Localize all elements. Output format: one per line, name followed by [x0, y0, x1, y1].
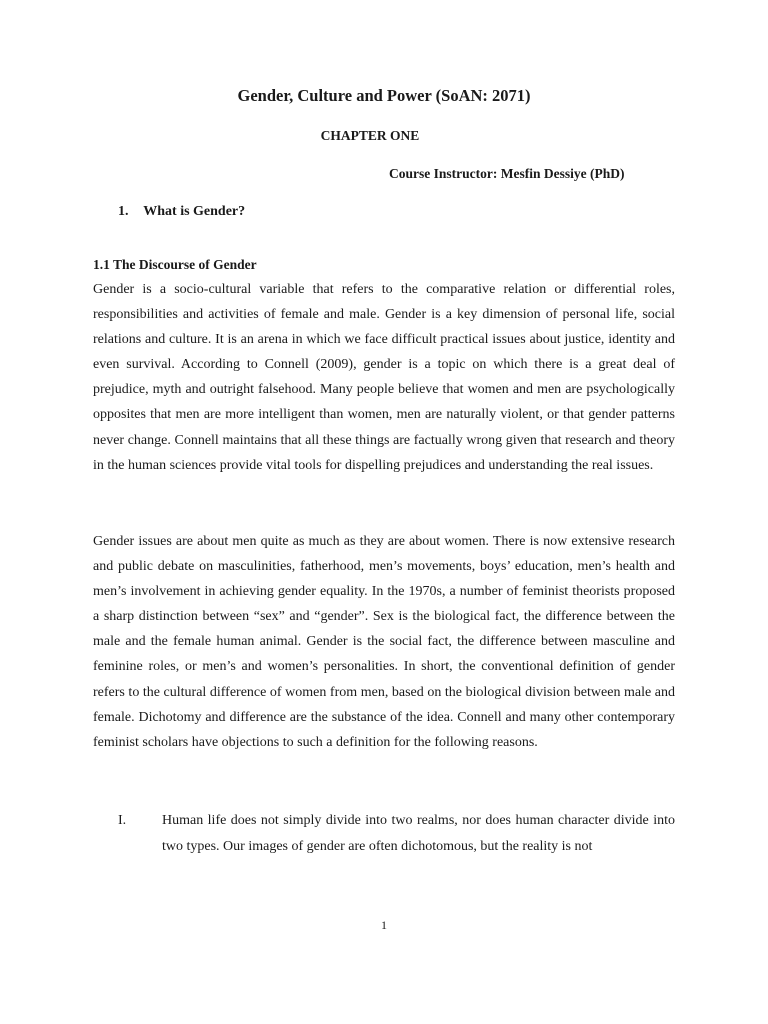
page-number: 1 — [381, 918, 387, 932]
section-heading — [118, 204, 245, 220]
list-marker: I. — [118, 813, 127, 828]
body-paragraph: Gender is a socio-cultural variable that refers to the comparative relation or differential roles, responsibilities and activities of female and male. Gender is a key dimension of personal life, social relations and culture. It is an arena in which we face difficult practical issues about justice, identity and even survival. According to Connell (2009), gender is a topic on which there is a great deal of prejudice, myth and outright falsehood. Many people believe that women and men are psychologically opposites that men are more intelligent than women, men are naturally violent, or that gender patterns never change. Connell maintains that all these things are factually wrong given that research and theory in the human sciences provide vital tools for dispelling prejudices and understanding the real issues. — [93, 282, 675, 473]
subsection-heading: 1.1 The Discourse of Gender — [93, 257, 257, 272]
course-instructor: Course Instructor: Mesfin Dessiye (PhD) — [389, 166, 625, 181]
body-paragraph: Gender issues are about men quite as much as they are about women. There is now extensive research and public debate on masculinities, fatherhood, men’s movements, boys’ education, men’s health and men’s involvement in achieving gender equality. In the 1970s, a number of feminist theorists proposed a sharp distinction between “sex” and “gender”. Sex is the biological fact, the difference between the male and the female human animal. Gender is the social fact, the difference between masculine and feminine roles, or men’s and women’s personalities. In short, the conventional definition of gender refers to the cultural difference of women from men, based on the biological division between male and female. Dichotomy and difference are the substance of the idea. Connell and many other contemporary feminist scholars have objections to such a definition for the following reasons. — [93, 534, 675, 750]
section-number: 1. — [118, 204, 129, 219]
chapter-heading: CHAPTER ONE — [320, 128, 420, 143]
list-item — [118, 808, 675, 859]
document-title: Gender, Culture and Power (SoAN: 2071) — [237, 86, 531, 105]
list-item-text: Human life does not simply divide into two realms, nor does human character divide into two types. Our images of gender are often dichotomous, but the reality is not — [162, 813, 675, 854]
section-title: What is Gender? — [143, 204, 246, 219]
